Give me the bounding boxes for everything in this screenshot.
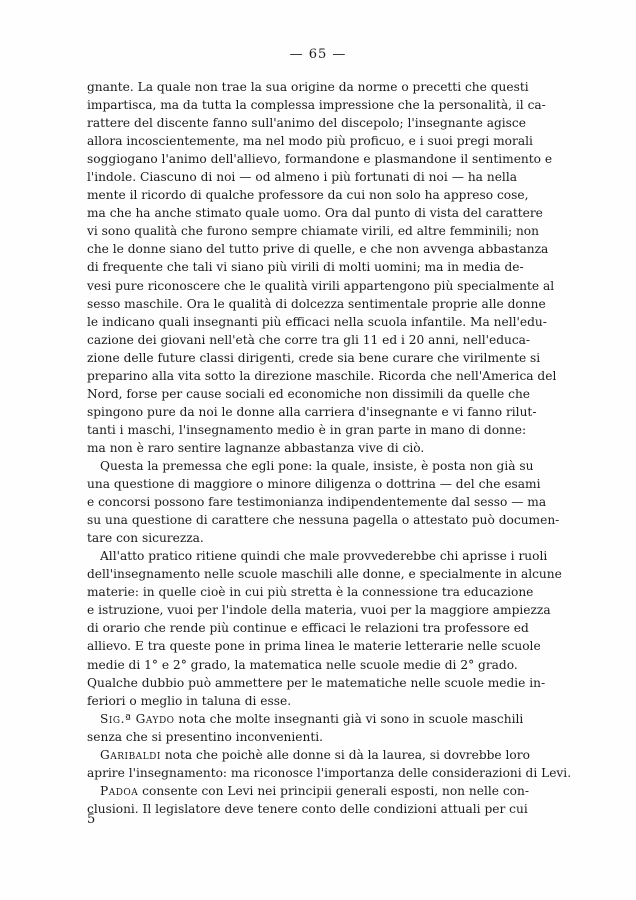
- text-line: allievo. E tra queste pone in prima linea le materie letterarie nelle scuole: [87, 639, 541, 654]
- text-line: materie: in quelle cioè in cui più stretta è la connessione tra educazione: [87, 585, 534, 600]
- text-line: Nord, forse per cause sociali ed economiche non dissimili da quelle che: [87, 386, 531, 401]
- paragraph-garibaldi-line-2: aprire l'insegnamento: ma riconosce l'importanza delle considerazioni di Levi.: [87, 765, 572, 780]
- text-line: soggiogano l'animo dell'allievo, formandone e plasmandone il sentimento e: [87, 152, 553, 167]
- text-line: cazione dei giovani nell'età che corre tra gli 11 ed i 20 anni, nell'educa-: [87, 332, 531, 347]
- text-line: ma che ha anche stimato quale uomo. Ora dal punto di vista del carattere: [87, 206, 543, 221]
- padoa-text-1: consente con Levi nei principii generali esposti, non nelle con-: [142, 783, 529, 798]
- text-line: allora incoscientemente, ma nel modo più proficuo, e i suoi pregi morali: [87, 134, 533, 149]
- text-line: ma non è raro sentire lagnanze abbastanza vive di ciò.: [87, 440, 425, 455]
- speaker-garibaldi: Garibaldi: [100, 747, 161, 762]
- paragraph-padoa-line-2: clusioni. Il legislatore deve tenere conto delle condizioni attuali per cui: [87, 801, 528, 816]
- text-line: le indicano quali insegnanti più efficaci nella scuola infantile. Ma nell'edu-: [87, 314, 547, 329]
- text-line: Questa la premessa che egli pone: la quale, insiste, è posta non già su: [100, 458, 534, 473]
- garibaldi-text-1: nota che poichè alle donne si dà la laurea, si dovrebbe loro: [164, 747, 530, 762]
- text-line: e istruzione, vuoi per l'indole della materia, vuoi per la maggiore ampiezza: [87, 603, 551, 618]
- body-text: [87, 78, 572, 818]
- text-line: una questione di maggiore o minore diligenza o dottrina — del che esami: [87, 477, 541, 492]
- text-line: impartisca, ma da tutta la complessa impressione che la personalità, il ca-: [87, 98, 546, 113]
- paragraph-garibaldi-line-1: [87, 746, 530, 764]
- paragraph-padoa-line-1: [87, 782, 529, 800]
- text-line: e concorsi possono fare testimonianza indipendentemente dal sesso — ma: [87, 495, 547, 510]
- text-line: mente il ricordo di qualche professore da cui non solo ha appreso cose,: [87, 188, 529, 203]
- text-line: che le donne siano del tutto prive di quelle, e che non avvenga abbastanza: [87, 242, 549, 257]
- text-line: gnante. La quale non trae la sua origine da norme o precetti che questi: [87, 80, 529, 94]
- page-number: — 65 —: [289, 47, 347, 62]
- paragraph-gaydo-line-2: senza che si presentino inconvenienti.: [87, 729, 324, 744]
- text-line: l'indole. Ciascuno di noi — od almeno i più fortunati di noi — ha nella: [87, 170, 517, 185]
- text-line: sesso maschile. Ora le qualità di dolcezza sentimentale proprie alle donne: [87, 296, 546, 311]
- text-line: spingono pure da noi le donne alla carriera d'insegnante e vi fanno rilut-: [87, 404, 537, 419]
- text-line: vi sono qualità che furono sempre chiamate virili, ed altre femminili; non: [87, 224, 539, 239]
- text-line: dell'insegnamento nelle scuole maschili alle donne, e specialmente in alcune: [87, 567, 562, 582]
- text-line: rattere del discente fanno sull'animo del discepolo; l'insegnante agisce: [87, 116, 526, 131]
- signature-mark: 5: [87, 812, 96, 827]
- gaydo-text-1: nota che molte insegnanti già vi sono in scuole maschili: [178, 711, 524, 726]
- text-line: All'atto pratico ritiene quindi che male provvederebbe chi aprisse i ruoli: [100, 549, 548, 564]
- text-line: vesi pure riconoscere che le qualità virili appartengono più specialmente al: [87, 278, 555, 293]
- text-lines: [87, 78, 562, 710]
- text-line: di orario che rende più continue e efficaci le relazioni tra professore ed: [87, 621, 529, 636]
- paragraph-gaydo-line-1: [87, 710, 524, 728]
- text-line: su una questione di carattere che nessuna pagella o attestato può documen-: [87, 513, 560, 528]
- text-line: medie di 1° e 2° grado, la matematica nelle scuole medie di 2° grado.: [87, 657, 518, 672]
- text-line: Qualche dubbio può ammettere per le matematiche nelle scuole medie in-: [87, 675, 546, 690]
- text-line: zione delle future classi dirigenti, crede sia bene curare che virilmente si: [87, 350, 541, 365]
- speaker-padoa: Padoa: [100, 783, 139, 798]
- speaker-gaydo: Sig.ª Gaydo: [100, 711, 175, 726]
- text-line: tanti i maschi, l'insegnamento medio è in gran parte in mano di donne:: [87, 422, 527, 437]
- text-line: tare con sicurezza.: [87, 531, 204, 546]
- text-line: di frequente che tali vi siano più virili di molti uomini; ma in media de-: [87, 260, 524, 275]
- text-line: feriori o meglio in taluna di esse.: [87, 693, 292, 708]
- text-line: preparino alla vita sotto la direzione maschile. Ricorda che nell'America del: [87, 368, 557, 383]
